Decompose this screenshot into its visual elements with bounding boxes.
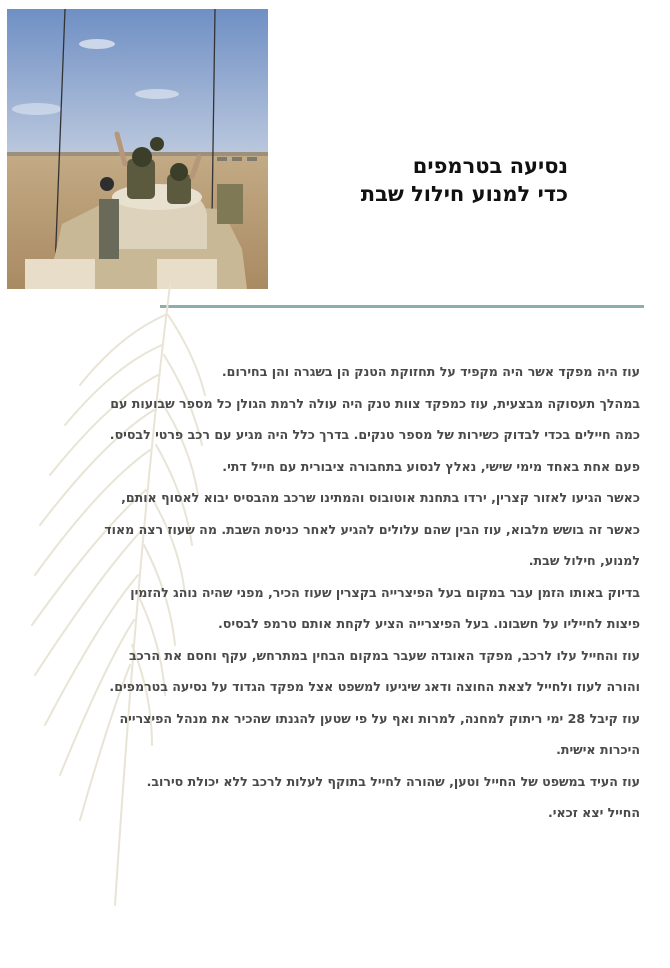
text-line: למנוע, חילול שבת. — [528, 553, 640, 568]
text-line: החייל יצא זכאי. — [547, 805, 640, 820]
story-text — [40, 356, 640, 829]
text-line: כמה חיילים בכדי לבדוק כשירות של מספר טנקים. בדרך כלל היה מגיע עם רכב פרטי לבסיס. — [109, 427, 640, 442]
page-title — [290, 152, 568, 208]
text-line: פיצות לחייליו על חשבונו. בעל הפיצרייה הציע לקחת אותם טרמפ לבסיס. — [218, 616, 640, 631]
text-line: פעם אחת באחד מימי שישי, נאלץ לנסוע בתחבורה ציבורית עם חייל דתי. — [222, 458, 640, 474]
text-line: עוז והחייל עלו לרכב, מפקד האוגדה שעבר במקום הבחין במתרחש, עקף וחסם את הרכב — [128, 647, 640, 663]
text-line: בדיוק באותו הזמן עבר במקום בעל הפיצרייה בקצרין שעוז הכיר, מפני שהיה נוהג להזמין — [130, 584, 640, 600]
text-line: כאשר זה בושש מלבוא, עוז הבין שהם עלולים להגיע לאחר כניסת השבת. מה שעוז רצה מאוד — [104, 521, 640, 537]
text-line: כאשר הגיעו לאזור קצרין, ירדו בתחנת אוטובוס והמתינו שרכב מהבסיס יבוא לאסוף אותם, — [121, 490, 640, 505]
text-line: עוז העיד במשפט של החייל וטען, שהורה לחייל בתוקף לעלות לרכב ללא יכולת סירוב. — [146, 773, 640, 789]
title-line-1: נסיעה בטרמפים — [412, 154, 568, 178]
text-line: היכרות אישית. — [556, 742, 640, 757]
title-line-2: כדי למנוע חילול שבת — [360, 182, 568, 206]
soldiers-on-tank-photo — [7, 9, 268, 289]
text-line: עוז קיבל 28 ימי ריתוק למחנה, למרות ואף על פי שטען להגנתו שהכיר את מנהל הפיצרייה — [119, 710, 640, 726]
text-line: והורה לעוז ולחייל לצאת החוצה ודאג שיגיעו למשפט אצל מפקד הגדוד על נסיעה בטרמפים. — [109, 679, 640, 694]
text-line: עוז היה מפקד אשר היה מקפיד על תחזוקת הטנק הן בשגרה והן בחירום. — [221, 364, 640, 379]
text-line: במהלך תעסוקה מבצעית, עוז כמפקד צוות טנק היה עולה לרמת הגולן כל מספר שבועות עם — [110, 395, 640, 411]
section-divider — [160, 305, 644, 308]
